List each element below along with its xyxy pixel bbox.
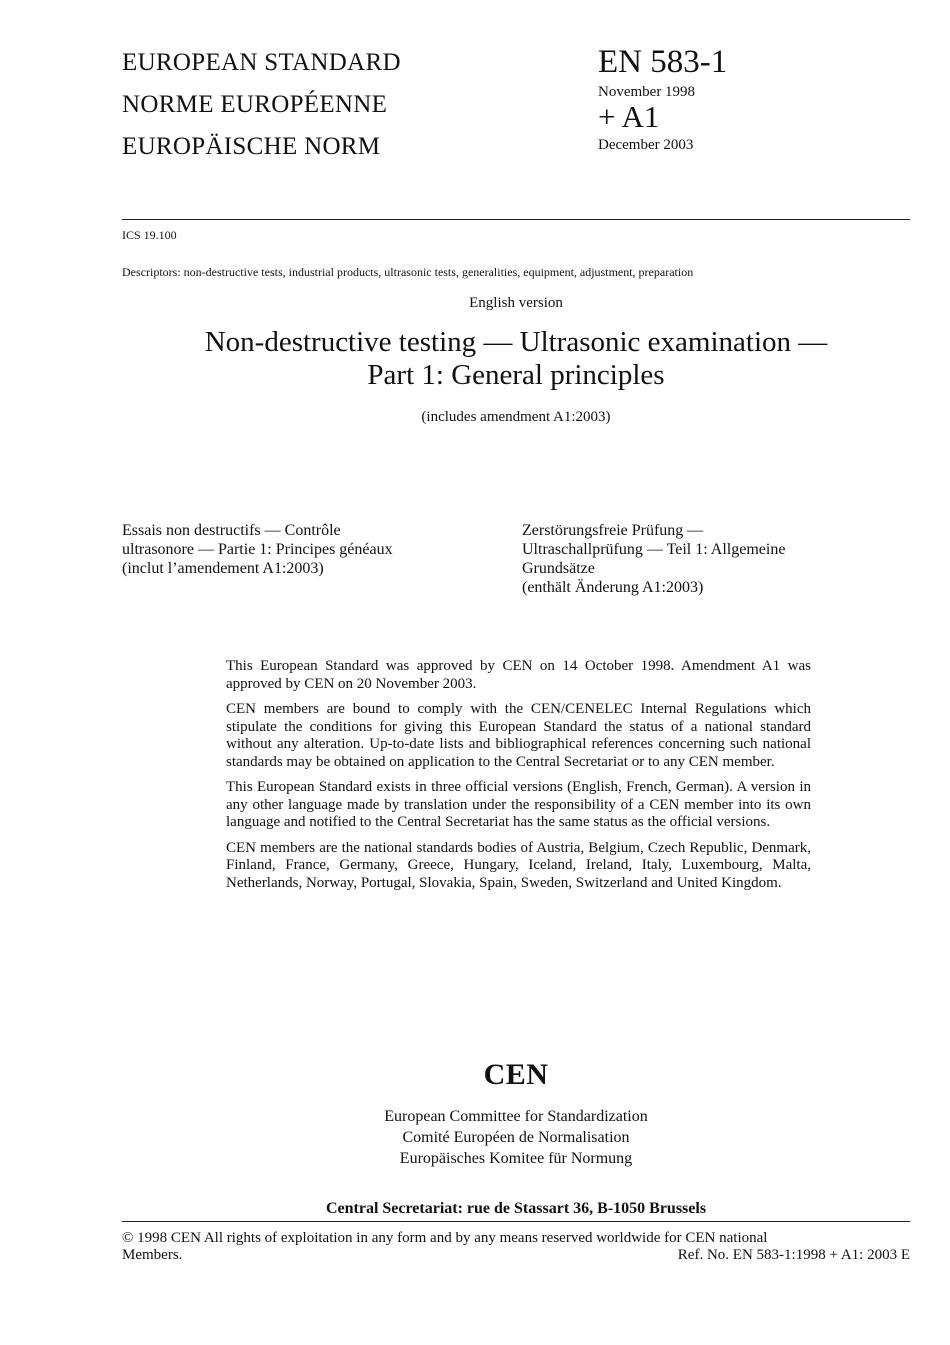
amendment-date: December 2003 [598,137,694,153]
central-secretariat: Central Secretariat: rue de Stassart 36, B-1050 Brussels [325,1200,707,1217]
copyright-line: © 1998 CEN All rights of exploitation in any form and by any means reserved worldwide for CEN national [122,1230,768,1246]
standard-date: November 1998 [598,84,696,100]
standard-names [122,42,401,168]
cen-name-en: European Committee for Standardization [384,1108,648,1125]
footer-line-2 [122,1247,910,1264]
german-title-line: Grundsätze [522,560,595,577]
notice-paragraph: This European Standard exists in three official versions (English, French, German). A version in any other language made by translation under the responsibility of a CEN member into its own language and notified to the Central Secretariat has the same status as the official versions. [226,779,811,830]
includes-amendment: (includes amendment A1:2003) [421,409,611,425]
french-title [122,521,482,578]
document-title [122,326,910,392]
bottom-divider [122,1221,910,1222]
notice-paragraph: This European Standard was approved by CEN on 14 October 1998. Amendment A1 was approved by CEN on 20 November 2003. [226,658,811,692]
amendment-label: + A1 [598,99,660,134]
notice-paragraph: CEN members are bound to comply with the CEN/CENELEC Internal Regulations which stipulate the conditions for giving this European Standard the status of a national standard without any alteration. Up-to-date lists and bibliographical references concerning such national standards may be obtained on application to the Central Secretariat or to any CEN member. [226,701,811,770]
language-version: English version [469,295,563,311]
descriptors: Descriptors: non-destructive tests, industrial products, ultrasonic tests, generalities, equipment, adjustment, preparation [122,265,694,279]
cen-name-de: Europäisches Komitee für Normung [399,1150,633,1167]
cen-names [122,1106,910,1169]
notice-paragraph: CEN members are the national standards bodies of Austria, Belgium, Czech Republic, Denmark, Finland, France, Germany, Greece, Hungary, Iceland, Ireland, Italy, Luxembourg, Malta, Netherlands, Norway, Portugal, Slovakia, Spain, Sweden, Switzerland and United Kingdom. [226,839,811,891]
approval-notice [226,658,811,900]
standard-name-en: EUROPEAN STANDARD [122,49,401,76]
copyright-members: Members. [122,1247,183,1263]
standard-number: EN 583-1 [598,44,728,80]
cen-logo: CEN [483,1058,549,1091]
french-title-line: ultrasonore — Partie 1: Principes généaux [122,541,393,558]
german-title [522,521,882,597]
german-title-line: Zerstörungsfreie Prüfung — [522,522,704,539]
ics-code: ICS 19.100 [122,228,177,242]
german-title-line: (enthält Änderung A1:2003) [522,579,704,596]
top-divider [122,219,910,220]
title-line-2: Part 1: General principles [367,359,665,391]
footer [122,1230,910,1264]
title-line-1: Non-destructive testing — Ultrasonic examination — [204,326,828,358]
standard-name-fr: NORME EUROPÉENNE [122,91,388,118]
reference-number: Ref. No. EN 583-1:1998 + A1: 2003 E [677,1247,910,1263]
german-title-line: Ultraschallprüfung — Teil 1: Allgemeine [522,541,786,558]
french-title-line: Essais non destructifs — Contrôle [122,522,341,539]
cen-name-fr: Comité Européen de Normalisation [402,1129,630,1146]
standard-name-de: EUROPÄISCHE NORM [122,133,381,160]
french-title-line: (inclut l’amendement A1:2003) [122,560,324,577]
